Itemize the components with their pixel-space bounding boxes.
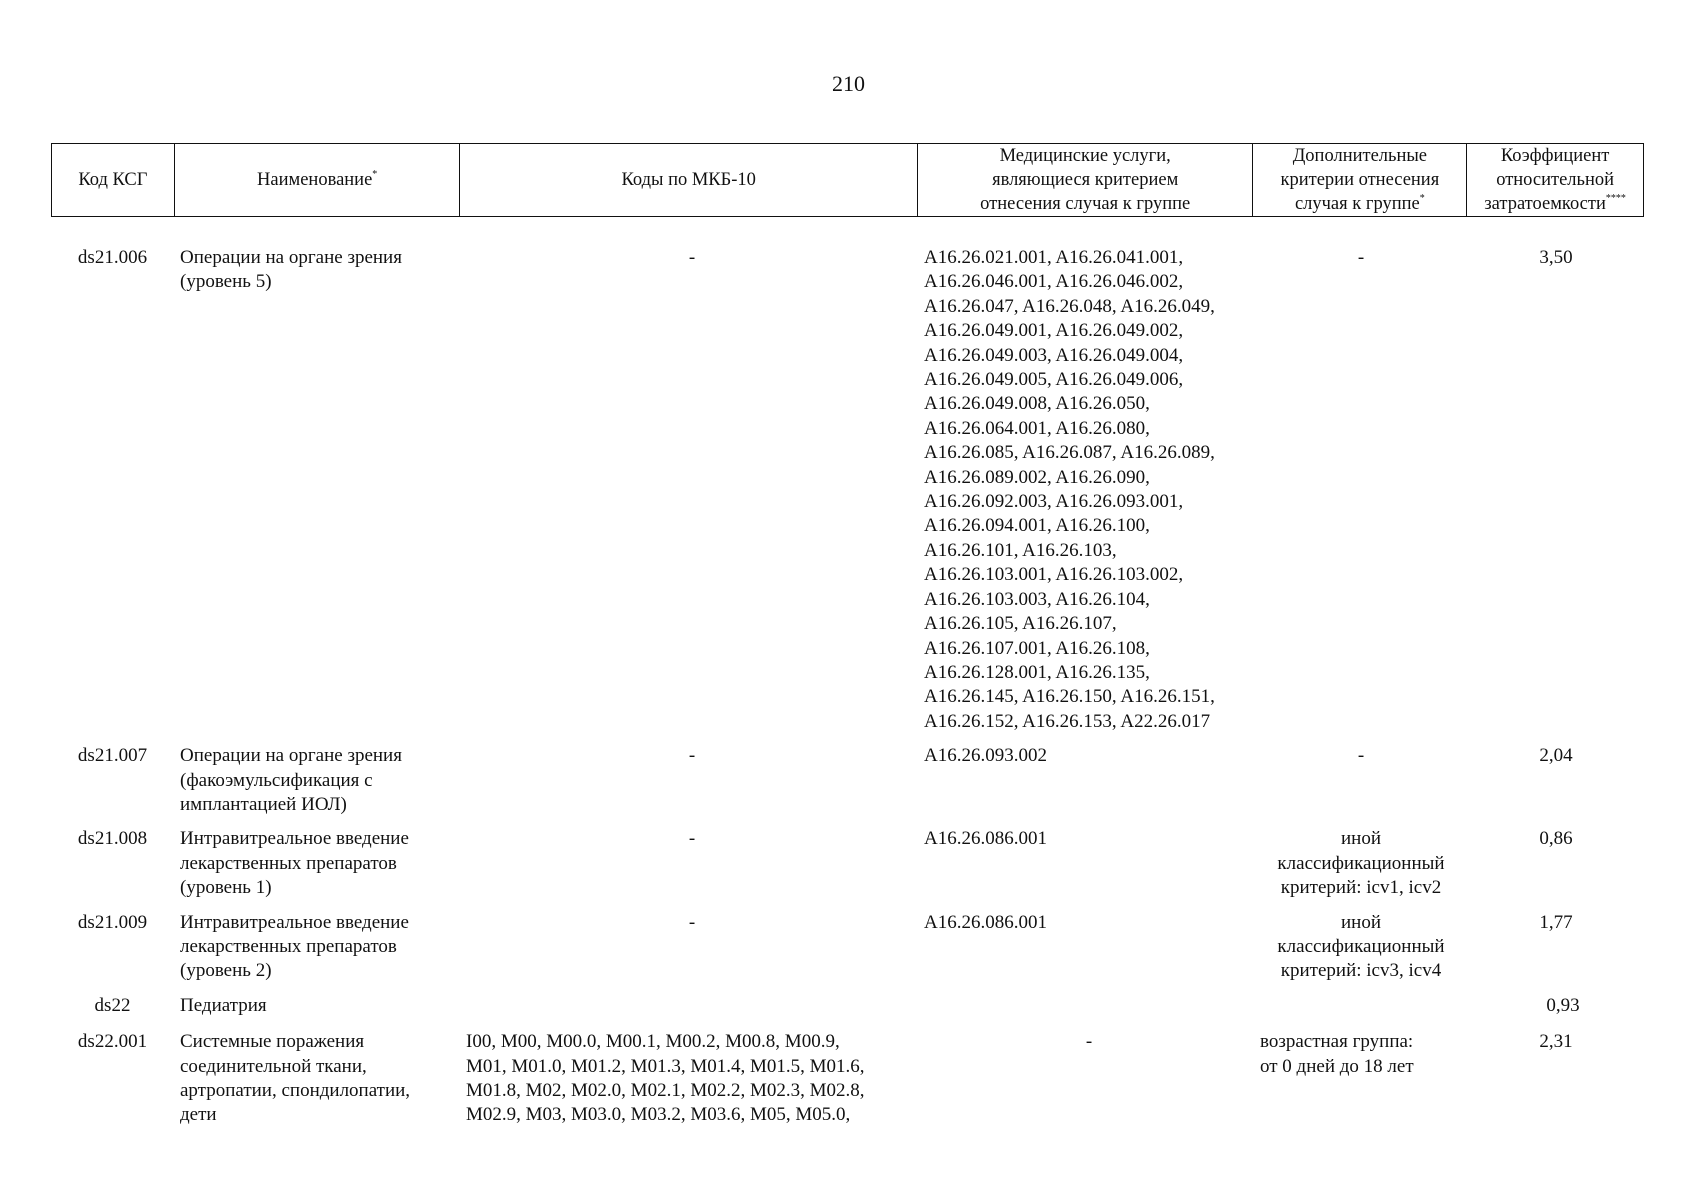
group-name-line: Педиатрия xyxy=(180,994,267,1016)
group-name-line: (уровень 5) xyxy=(180,271,272,293)
header-extra-line: критерии отнесения xyxy=(1280,170,1440,190)
group-name-line: дети xyxy=(180,1104,217,1126)
medical-services xyxy=(918,827,1254,900)
page-number: 210 xyxy=(832,71,865,96)
extra-criteria-line: классификационный xyxy=(1277,852,1445,874)
cost-coefficient: 3,50 xyxy=(1539,247,1573,268)
ksg-code: ds21.007 xyxy=(77,745,148,767)
cost-coefficient: 2,04 xyxy=(1539,745,1573,767)
medical-services-line: A16.26.128.001, A16.26.135, xyxy=(924,661,1150,683)
mkb-codes-line: - xyxy=(688,911,696,933)
medical-services-line: A16.26.049.008, A16.26.050, xyxy=(924,393,1150,415)
medical-services-line: A16.26.086.001 xyxy=(924,911,1047,933)
group-name-line: имплантацией ИОЛ) xyxy=(180,793,347,815)
medical-services-line: A16.26.064.001, A16.26.080, xyxy=(924,417,1150,439)
extra-criteria-line: - xyxy=(1357,745,1365,767)
medical-services xyxy=(918,994,1254,1018)
group-name-line: (факоэмульсификация с xyxy=(180,769,373,791)
header-name xyxy=(175,144,461,216)
extra-criteria-line: от 0 дней до 18 лет xyxy=(1260,1055,1414,1077)
medical-services-line: A16.26.103.001, A16.26.103.002, xyxy=(924,564,1184,586)
group-name xyxy=(174,744,460,817)
medical-services-line: A16.26.021.001, A16.26.041.001, xyxy=(924,247,1184,268)
header-extra-line: случая к группе xyxy=(1294,194,1420,214)
medical-services-line: A16.26.089.002, A16.26.090, xyxy=(924,466,1150,488)
extra-criteria xyxy=(1254,246,1468,734)
group-name-line: соединительной ткани, xyxy=(180,1055,367,1077)
group-name-line: лекарственных препаратов xyxy=(180,935,397,957)
medical-services-line: A16.26.092.003, A16.26.093.001, xyxy=(924,491,1184,513)
header-services-line: являющиеся критерием xyxy=(992,170,1179,190)
medical-services-line: A16.26.085, A16.26.087, A16.26.089, xyxy=(924,442,1215,464)
header-services xyxy=(918,144,1254,216)
header-mkb-codes xyxy=(460,144,917,216)
header-services-line: Медицинские услуги, xyxy=(999,146,1171,166)
medical-services-line: A16.26.101, A16.26.103, xyxy=(924,539,1117,561)
mkb-codes xyxy=(460,827,918,900)
mkb-codes-line: M01.8, M02, M02.0, M02.1, M02.2, M02.3, M02.8, xyxy=(466,1080,865,1101)
header-coef-line: затратоемкости xyxy=(1484,194,1606,214)
header-extra-criteria xyxy=(1253,144,1467,216)
header-coef-line: относительной xyxy=(1496,170,1615,190)
extra-criteria xyxy=(1254,994,1468,1018)
header-services-line: отнесения случая к группе xyxy=(980,194,1191,214)
extra-criteria xyxy=(1254,744,1468,817)
group-name xyxy=(174,994,460,1018)
mkb-codes xyxy=(460,911,918,984)
mkb-codes-line: - xyxy=(688,745,696,767)
ksg-code: ds22.001 xyxy=(77,1031,148,1053)
extra-criteria-line: критерий: icv3, icv4 xyxy=(1280,960,1442,982)
extra-criteria xyxy=(1254,1030,1468,1128)
group-name-line: (уровень 2) xyxy=(180,960,272,982)
header-ksg-code xyxy=(52,144,175,216)
table-group-row xyxy=(51,994,1644,1030)
mkb-codes xyxy=(460,994,918,1018)
footnote-mark: **** xyxy=(1605,193,1626,204)
extra-criteria-line: критерий: icv1, icv2 xyxy=(1280,877,1442,899)
group-name-line: Интравитреальное введение xyxy=(180,828,409,850)
ksg-code: ds22 xyxy=(94,994,131,1016)
medical-services xyxy=(918,744,1254,817)
group-name xyxy=(174,827,460,900)
medical-services xyxy=(918,246,1254,734)
medical-services xyxy=(918,1030,1254,1128)
cost-coefficient: 0,86 xyxy=(1539,828,1573,850)
cost-coefficient: 1,77 xyxy=(1539,911,1573,933)
medical-services-line: A16.26.086.001 xyxy=(924,828,1047,850)
medical-services-line: A16.26.049.005, A16.26.049.006, xyxy=(924,369,1184,391)
group-name-line: Операции на органе зрения xyxy=(180,745,402,767)
table-row xyxy=(51,246,1644,744)
mkb-codes xyxy=(460,1030,918,1128)
table-row xyxy=(51,827,1644,910)
group-name xyxy=(174,911,460,984)
medical-services-line: A16.26.105, A16.26.107, xyxy=(924,613,1117,635)
medical-services-line: A16.26.049.001, A16.26.049.002, xyxy=(924,320,1184,342)
ksg-code: ds21.008 xyxy=(77,828,148,850)
group-name xyxy=(174,1030,460,1128)
header-mkb-codes-label: Коды по МКБ-10 xyxy=(621,170,756,190)
group-name-line: лекарственных препаратов xyxy=(180,852,397,874)
medical-services-line: A16.26.152, A16.26.153, A22.26.017 xyxy=(924,710,1211,732)
medical-services-line: A16.26.103.003, A16.26.104, xyxy=(924,588,1150,610)
group-name-line: (уровень 1) xyxy=(180,877,272,899)
medical-services-line: A16.26.145, A16.26.150, A16.26.151, xyxy=(924,686,1215,708)
medical-services-line: A16.26.094.001, A16.26.100, xyxy=(924,515,1150,537)
table-row xyxy=(51,1030,1644,1138)
mkb-codes xyxy=(460,744,918,817)
extra-criteria-line: иной xyxy=(1340,911,1381,933)
ksg-code: ds21.006 xyxy=(77,247,148,268)
group-name xyxy=(174,246,460,734)
mkb-codes-line: M02.9, M03, M03.0, M03.2, M03.6, M05, M05.0, xyxy=(466,1104,851,1126)
extra-criteria-line: иной xyxy=(1340,828,1381,850)
medical-services-line: A16.26.093.002 xyxy=(924,745,1047,767)
mkb-codes-line: M01, M01.0, M01.2, M01.3, M01.4, M01.5, M01.6, xyxy=(466,1055,865,1077)
header-coefficient xyxy=(1467,144,1643,216)
group-name-line: артропатии, спондилопатии, xyxy=(180,1080,411,1101)
table-row xyxy=(51,911,1644,994)
mkb-codes-line: - xyxy=(688,247,696,268)
medical-services-line: A16.26.046.001, A16.26.046.002, xyxy=(924,271,1184,293)
extra-criteria xyxy=(1254,911,1468,984)
medical-services-line: A16.26.047, A16.26.048, A16.26.049, xyxy=(924,295,1215,317)
medical-services-line: A16.26.107.001, A16.26.108, xyxy=(924,637,1150,659)
table-body xyxy=(51,246,1644,1138)
medical-services xyxy=(918,911,1254,984)
footnote-mark: * xyxy=(1419,193,1425,204)
extra-criteria-line: возрастная группа: xyxy=(1260,1031,1414,1053)
header-extra-line: Дополнительные xyxy=(1292,146,1428,166)
table-row xyxy=(51,744,1644,827)
table-header xyxy=(51,143,1644,217)
mkb-codes-line: I00, M00, M00.0, M00.1, M00.2, M00.8, M00.9, xyxy=(466,1031,840,1053)
group-name-line: Системные поражения xyxy=(180,1031,365,1053)
cost-coefficient: 2,31 xyxy=(1539,1031,1573,1053)
extra-criteria-line: классификационный xyxy=(1277,935,1445,957)
header-ksg-code-label: Код КСГ xyxy=(78,170,148,190)
cost-coefficient: 0,93 xyxy=(1546,994,1580,1016)
medical-services-line: - xyxy=(1085,1031,1093,1053)
ksg-code: ds21.009 xyxy=(77,911,148,933)
header-name-label: Наименование xyxy=(257,170,373,190)
mkb-codes-line: - xyxy=(688,828,696,850)
group-name-line: Операции на органе зрения xyxy=(180,247,402,268)
medical-services-line: A16.26.049.003, A16.26.049.004, xyxy=(924,344,1184,366)
extra-criteria xyxy=(1254,827,1468,900)
mkb-codes xyxy=(460,246,918,734)
group-name-line: Интравитреальное введение xyxy=(180,911,409,933)
header-coef-line: Коэффициент xyxy=(1500,146,1610,166)
extra-criteria-line: - xyxy=(1357,247,1365,268)
footnote-mark: * xyxy=(372,169,378,180)
